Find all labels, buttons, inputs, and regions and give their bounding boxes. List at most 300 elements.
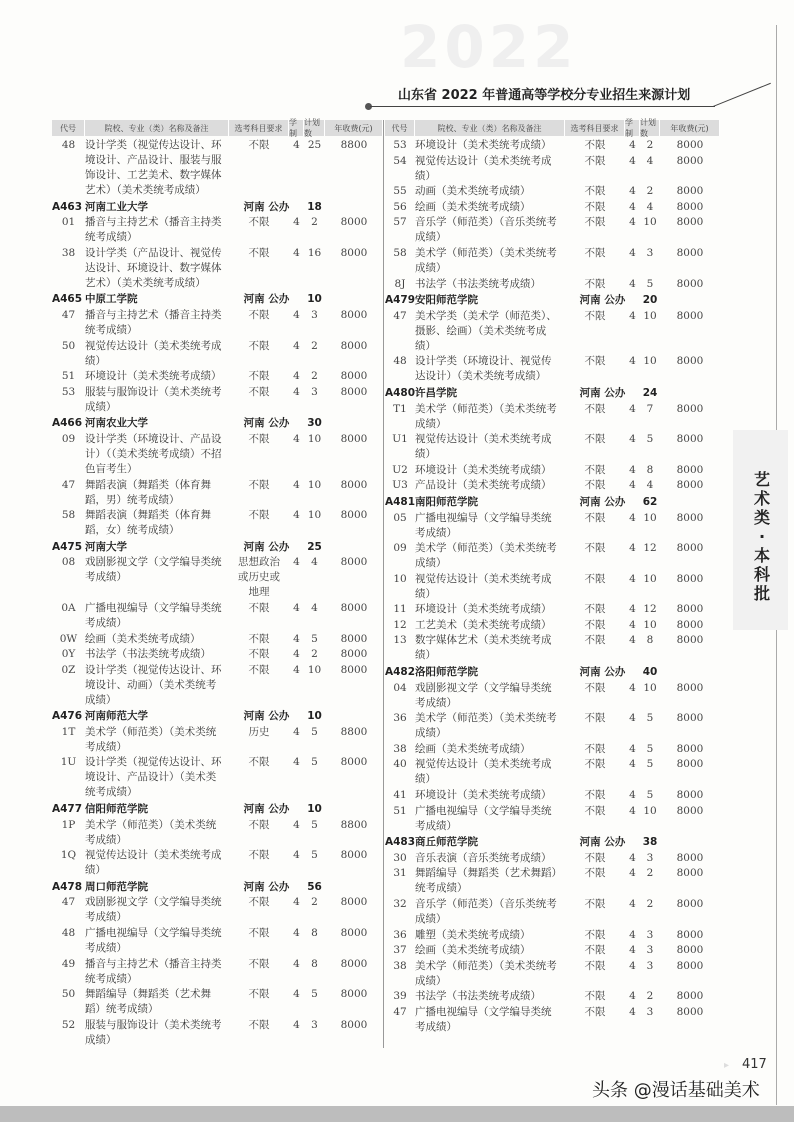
subject-requirement: 不限 [248, 849, 270, 862]
annual-fee: 8000 [340, 478, 368, 491]
annual-fee: 8800 [340, 725, 368, 738]
table-header-left [52, 120, 383, 136]
major-name: 绘画（美术类统考成绩） [415, 944, 531, 957]
study-years: 4 [293, 478, 300, 491]
school-code: A482 [385, 666, 416, 679]
plan-count: 3 [646, 1005, 654, 1018]
school-code: A479 [385, 294, 416, 307]
school-plan: 10 [307, 803, 322, 816]
major-code: 55 [393, 185, 407, 198]
major-row [52, 478, 383, 508]
subject-requirement: 不限 [584, 944, 606, 957]
major-code: 38 [393, 742, 407, 755]
subject-requirement: 不限 [584, 154, 606, 167]
study-years: 4 [293, 139, 300, 151]
major-row [385, 215, 720, 245]
school-row [385, 494, 720, 510]
watermark-year: 2022 [400, 14, 578, 80]
subject-requirement: 不限 [248, 988, 270, 1001]
plan-count: 10 [643, 618, 657, 631]
plan-count: 5 [311, 756, 318, 769]
school-region: 河南 公办 [243, 803, 290, 816]
school-region: 河南 公办 [243, 540, 290, 553]
major-code: 40 [393, 758, 407, 771]
major-row [385, 788, 720, 803]
major-row [52, 725, 383, 755]
major-code: 8J [394, 277, 406, 290]
subject-requirement: 不限 [584, 433, 606, 446]
annual-fee: 8000 [340, 432, 368, 445]
plan-count: 10 [307, 432, 322, 445]
major-code: 48 [393, 355, 407, 368]
major-row [385, 154, 720, 184]
study-years: 4 [293, 556, 300, 569]
major-name: 设计学类（环境设计、产品设计）（（美术类统考成绩）不招色盲考生） [85, 432, 222, 475]
major-row [52, 508, 383, 538]
plan-count: 3 [646, 851, 654, 864]
subject-requirement: 不限 [248, 632, 270, 645]
school-row [385, 834, 720, 850]
major-name: 设计学类（视觉传达设计、环境设计、动画）（美术类统考成绩） [85, 663, 222, 706]
major-name: 广播电视编导（文学编导类统考成绩） [415, 804, 552, 832]
study-years: 4 [293, 818, 300, 831]
table-header-cell: 院校、专业（类）名称及备注 [415, 120, 565, 136]
major-code: 1P [61, 818, 76, 831]
school-plan: 10 [307, 293, 322, 306]
study-years: 4 [629, 804, 636, 817]
study-years: 4 [293, 601, 300, 614]
plan-count: 5 [646, 712, 654, 725]
study-years: 4 [293, 308, 300, 321]
subject-requirement: 不限 [584, 867, 606, 880]
title-underline [370, 106, 715, 107]
major-row [385, 277, 720, 292]
school-plan: 24 [642, 386, 658, 399]
plan-count: 2 [646, 898, 654, 910]
bottom-bar [0, 1106, 794, 1122]
school-row [52, 539, 383, 555]
study-years: 4 [629, 309, 636, 322]
major-row [385, 432, 720, 462]
major-row [52, 926, 383, 956]
study-years: 4 [629, 742, 636, 755]
study-years: 4 [629, 572, 636, 585]
plan-count: 25 [307, 139, 322, 151]
major-code: 48 [61, 139, 76, 151]
table-column-right [385, 138, 720, 1036]
major-name: 服装与服饰设计（美术类统考成绩） [85, 1018, 222, 1046]
major-row [52, 601, 383, 631]
subject-requirement: 不限 [584, 789, 606, 802]
major-name: 书法学（书法类统考成绩） [415, 277, 541, 290]
major-code: 31 [393, 867, 407, 880]
major-row [385, 943, 720, 958]
major-code: 47 [393, 1005, 407, 1018]
major-code: 05 [393, 511, 407, 524]
study-years: 4 [629, 603, 636, 616]
annual-fee: 8000 [676, 1005, 704, 1018]
plan-count: 10 [307, 663, 322, 676]
study-years: 4 [293, 648, 300, 661]
school-region: 河南 公办 [579, 386, 626, 399]
school-plan: 10 [307, 710, 322, 723]
plan-count: 4 [646, 200, 654, 213]
column-divider [383, 120, 384, 1048]
school-code: A481 [385, 495, 416, 508]
plan-count: 5 [646, 742, 654, 755]
major-code: 0W [59, 632, 78, 645]
plan-count: 10 [643, 355, 657, 368]
school-region: 河南 公办 [243, 293, 290, 306]
study-years: 4 [629, 277, 636, 290]
subject-requirement: 不限 [584, 463, 606, 476]
annual-fee: 8000 [340, 896, 368, 909]
major-code: 54 [393, 154, 407, 167]
major-code: U2 [392, 463, 408, 476]
school-plan: 38 [642, 836, 658, 849]
subject-requirement: 历史 [248, 725, 270, 738]
major-row [52, 138, 383, 198]
subject-requirement: 不限 [584, 216, 606, 229]
plan-count: 2 [646, 185, 654, 198]
school-name: 许昌学院 [415, 386, 457, 399]
subject-requirement: 不限 [248, 385, 270, 398]
table-header-cell: 院校、专业（类）名称及备注 [85, 120, 229, 136]
study-years: 4 [629, 246, 636, 259]
table-header-cell: 学制 [289, 120, 304, 136]
annual-fee: 8000 [340, 756, 368, 769]
annual-fee: 8000 [676, 959, 704, 972]
page-title: 山东省 2022 年普通高等学校分专业招生来源计划 [398, 88, 691, 103]
school-region: 河南 公办 [243, 200, 290, 213]
major-row [52, 1018, 383, 1048]
annual-fee: 8000 [676, 789, 704, 802]
major-name: 设计学类（环境设计、视觉传达设计）（美术类统考成绩） [415, 355, 552, 383]
school-code: A478 [52, 880, 83, 893]
study-years: 4 [293, 849, 300, 862]
major-row [52, 339, 383, 369]
study-years: 4 [629, 959, 636, 972]
major-code: 38 [61, 246, 76, 259]
major-name: 绘画（美术类统考成绩） [85, 632, 201, 645]
annual-fee: 8000 [676, 572, 704, 585]
plan-count: 2 [311, 648, 318, 661]
major-code: U3 [392, 479, 408, 492]
major-code: 51 [61, 370, 76, 383]
school-region: 河南 公办 [243, 417, 290, 430]
school-plan: 62 [642, 495, 658, 508]
study-years: 4 [629, 681, 636, 694]
major-name: 雕塑（美术类统考成绩） [415, 928, 531, 941]
school-code: A480 [385, 386, 416, 399]
annual-fee: 8000 [676, 712, 704, 725]
school-code: A477 [52, 803, 83, 816]
major-name: 美术学（师范类）（美术类统考成绩） [85, 725, 217, 753]
subject-requirement: 不限 [584, 712, 606, 725]
school-name: 商丘师范学院 [415, 836, 478, 849]
school-code: A483 [385, 836, 416, 849]
subject-requirement: 不限 [584, 246, 606, 259]
major-name: 产品设计（美术类统考成绩） [415, 479, 552, 492]
plan-count: 2 [646, 139, 654, 151]
major-row [385, 928, 720, 943]
annual-fee: 8000 [676, 511, 704, 524]
plan-count: 10 [643, 309, 657, 322]
major-code: 39 [393, 990, 407, 1003]
major-name: 环境设计（美术类统考成绩） [415, 603, 552, 616]
plan-count: 2 [311, 216, 318, 229]
major-row [385, 246, 720, 276]
table-header-cell: 年收费(元) [325, 120, 383, 136]
major-row [385, 572, 720, 602]
major-row [52, 895, 383, 925]
major-name: 音乐表演（音乐类统考成绩） [415, 851, 552, 864]
plan-count: 3 [646, 246, 654, 259]
annual-fee: 8000 [676, 185, 704, 198]
major-name: 工艺美术（美术类统考成绩） [415, 618, 552, 631]
major-row [52, 308, 383, 338]
major-code: 32 [393, 898, 407, 910]
major-name: 设计学类（产品设计、视觉传达设计、环境设计、数字媒体艺术）（美术类统考成绩） [85, 246, 222, 289]
annual-fee: 8000 [676, 154, 704, 167]
study-years: 4 [293, 725, 300, 738]
school-region: 河南 公办 [243, 710, 290, 723]
title-slant-line [713, 83, 771, 107]
school-name: 河南大学 [85, 540, 127, 553]
major-code: 30 [393, 851, 407, 864]
major-name: 播音与主持艺术（播音主持类统考成绩） [85, 957, 222, 985]
major-row [385, 184, 720, 199]
major-code: 0A [61, 601, 76, 614]
subject-requirement: 不限 [584, 542, 606, 555]
study-years: 4 [629, 898, 636, 910]
major-row [385, 463, 720, 478]
study-years: 4 [629, 511, 636, 524]
annual-fee: 8000 [340, 663, 368, 676]
subject-requirement: 不限 [584, 898, 606, 910]
major-row [52, 663, 383, 708]
plan-count: 10 [643, 804, 657, 817]
major-name: 美术学（师范类）（美术类统考成绩） [415, 712, 557, 740]
subject-requirement: 不限 [584, 479, 606, 492]
major-code: 57 [393, 216, 407, 229]
major-row [52, 647, 383, 662]
major-code: 09 [61, 432, 76, 445]
plan-count: 16 [307, 246, 322, 259]
school-plan: 25 [307, 540, 322, 553]
study-years: 4 [629, 928, 636, 941]
major-row [385, 711, 720, 741]
major-code: 11 [393, 603, 407, 616]
study-years: 4 [629, 712, 636, 725]
major-name: 视觉传达设计（美术类统考成绩） [415, 572, 552, 600]
subject-requirement: 不限 [248, 957, 270, 970]
subject-requirement: 不限 [248, 509, 270, 522]
major-name: 绘画（美术类统考成绩） [415, 200, 531, 213]
major-code: 01 [61, 216, 76, 229]
subject-requirement: 不限 [584, 634, 606, 647]
subject-requirement: 不限 [248, 601, 270, 614]
major-code: 51 [393, 804, 407, 817]
major-row [385, 757, 720, 787]
school-row [385, 292, 720, 308]
school-code: A463 [52, 200, 83, 213]
study-years: 4 [293, 432, 300, 445]
major-row [52, 555, 383, 600]
major-row [385, 354, 720, 384]
major-row [385, 897, 720, 927]
table-header-right [385, 120, 720, 136]
subject-requirement: 不限 [584, 758, 606, 771]
major-code: 09 [393, 542, 407, 555]
annual-fee: 8000 [676, 139, 704, 151]
plan-count: 12 [643, 603, 657, 616]
major-row [385, 1005, 720, 1035]
annual-fee: 8000 [676, 402, 704, 415]
annual-fee: 8000 [340, 556, 368, 569]
school-code: A476 [52, 710, 83, 723]
school-plan: 20 [642, 294, 658, 307]
major-name: 戏剧影视文学（文学编导类统考成绩） [415, 681, 552, 709]
major-row [385, 804, 720, 834]
major-name: 音乐学（师范类）（音乐类统考成绩） [415, 216, 557, 244]
side-tab-label: 艺术类·本科批 [753, 470, 770, 603]
annual-fee: 8000 [676, 898, 704, 910]
school-name: 洛阳师范学院 [415, 666, 478, 679]
plan-count: 3 [311, 308, 318, 321]
major-name: 舞蹈编导（舞蹈类（艺术舞蹈）统考成绩） [415, 867, 557, 895]
major-row [385, 959, 720, 989]
major-row [385, 851, 720, 866]
study-years: 4 [629, 139, 636, 151]
major-name: 环境设计（美术类统考成绩） [85, 370, 222, 383]
study-years: 4 [629, 758, 636, 771]
major-code: 58 [393, 246, 407, 259]
annual-fee: 8000 [340, 370, 368, 383]
school-row [52, 708, 383, 724]
plan-count: 10 [643, 681, 657, 694]
major-name: 绘画（美术类统考成绩） [415, 742, 531, 755]
plan-count: 5 [311, 988, 318, 1001]
annual-fee: 8000 [340, 849, 368, 862]
annual-fee: 8000 [676, 200, 704, 213]
annual-fee: 8000 [340, 339, 368, 352]
annual-fee: 8000 [676, 433, 704, 446]
school-plan: 18 [307, 200, 322, 213]
study-years: 4 [629, 355, 636, 368]
major-name: 服装与服饰设计（美术类统考成绩） [85, 385, 222, 413]
annual-fee: 8000 [676, 867, 704, 880]
annual-fee: 8000 [676, 681, 704, 694]
major-name: 书法学（书法类统考成绩） [85, 648, 211, 661]
plan-count: 5 [646, 758, 654, 771]
annual-fee: 8000 [676, 463, 704, 476]
annual-fee: 8000 [340, 385, 368, 398]
plan-count: 3 [311, 385, 318, 398]
major-row [52, 432, 383, 477]
major-row [385, 309, 720, 354]
study-years: 4 [629, 216, 636, 229]
table-header-cell: 代号 [385, 120, 415, 136]
page-number: 417 [742, 1057, 767, 1072]
plan-count: 3 [646, 928, 654, 941]
plan-count: 2 [646, 990, 654, 1003]
major-name: 环境设计（美术类统考成绩） [415, 789, 552, 802]
plan-count: 5 [646, 433, 654, 446]
annual-fee: 8000 [676, 758, 704, 771]
annual-fee: 8000 [340, 308, 368, 321]
plan-count: 10 [643, 511, 657, 524]
study-years: 4 [629, 1005, 636, 1018]
school-row [52, 879, 383, 895]
major-code: 47 [61, 478, 76, 491]
table-column-left [52, 138, 383, 1048]
school-code: A466 [52, 417, 83, 430]
school-name: 南阳师范学院 [415, 495, 478, 508]
major-code: 1U [60, 756, 77, 769]
plan-count: 3 [646, 959, 654, 972]
major-code: 04 [393, 681, 407, 694]
major-row [52, 818, 383, 848]
plan-count: 12 [643, 542, 657, 555]
study-years: 4 [293, 988, 300, 1001]
major-name: 美术学类（美术学（师范类）、摄影、绘画）（美术类统考成绩） [415, 309, 557, 352]
major-code: U1 [392, 433, 408, 446]
major-code: 49 [61, 957, 76, 970]
plan-count: 4 [311, 601, 318, 614]
annual-fee: 8000 [676, 804, 704, 817]
study-years: 4 [293, 1018, 300, 1031]
major-code: 47 [393, 309, 407, 322]
school-row [385, 385, 720, 401]
plan-count: 5 [311, 818, 318, 831]
plan-count: 10 [643, 216, 657, 229]
annual-fee: 8000 [676, 542, 704, 555]
school-region: 河南 公办 [579, 495, 626, 508]
subject-requirement: 不限 [584, 804, 606, 817]
study-years: 4 [629, 479, 636, 492]
subject-requirement: 不限 [584, 928, 606, 941]
subject-requirement: 不限 [248, 216, 270, 229]
major-code: 53 [393, 139, 407, 151]
annual-fee: 8000 [340, 216, 368, 229]
subject-requirement: 不限 [248, 756, 270, 769]
major-name: 视觉传达设计（美术类统考成绩） [85, 339, 222, 367]
major-code: 1T [61, 725, 76, 738]
study-years: 4 [293, 339, 300, 352]
annual-fee: 8000 [340, 957, 368, 970]
study-years: 4 [629, 154, 636, 167]
school-name: 信阳师范学院 [85, 803, 148, 816]
school-region: 河南 公办 [243, 880, 290, 893]
major-name: 播音与主持艺术（播音主持类统考成绩） [85, 216, 222, 244]
plan-count: 4 [646, 154, 654, 167]
school-code: A465 [52, 293, 83, 306]
major-code: 50 [61, 988, 76, 1001]
school-name: 河南工业大学 [85, 200, 148, 213]
study-years: 4 [629, 789, 636, 802]
plan-count: 8 [311, 927, 318, 940]
plan-count: 7 [646, 402, 654, 415]
annual-fee: 8000 [340, 246, 368, 259]
annual-fee: 8000 [340, 601, 368, 614]
major-code: 36 [393, 712, 407, 725]
study-years: 4 [293, 896, 300, 909]
major-name: 广播电视编导（文学编导类统考成绩） [415, 1005, 552, 1033]
school-row [52, 415, 383, 431]
subject-requirement: 不限 [584, 355, 606, 368]
major-name: 播音与主持艺术（播音主持类统考成绩） [85, 308, 222, 336]
